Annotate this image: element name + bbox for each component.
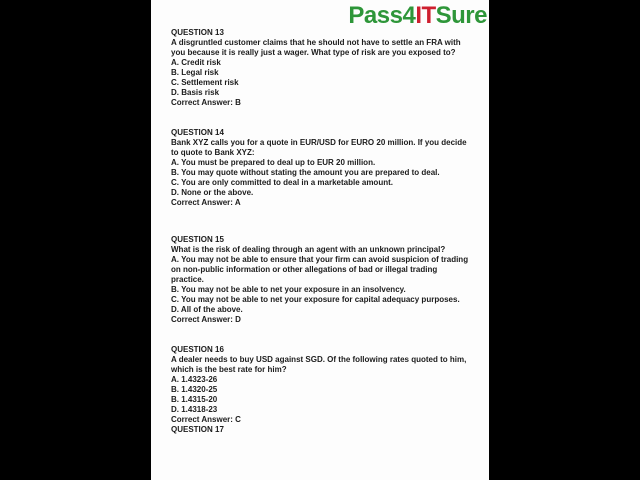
question-text: Bank XYZ calls you for a quote in EUR/USD for EURO 20 million. If you decide to quote to Bank XYZ:	[171, 138, 467, 157]
question-block-13	[171, 28, 471, 108]
question-block-16	[171, 345, 471, 425]
answer-option: D. All of the above.	[171, 305, 243, 314]
answer-option: B. 1.4320-25	[171, 385, 218, 394]
logo-part-pass4: Pass4	[348, 2, 416, 29]
correct-answer: Correct Answer: D	[171, 315, 241, 324]
answer-option: D. Basis risk	[171, 88, 220, 97]
correct-answer: Correct Answer: A	[171, 198, 241, 207]
document-page	[151, 0, 489, 480]
answer-option: C. You may not be able to net your exposure for capital adequacy purposes.	[171, 295, 460, 304]
answer-option: A. Credit risk	[171, 58, 221, 67]
answer-option: B. You may not be able to net your exposure in an insolvency.	[171, 285, 406, 294]
question-number: QUESTION 16	[171, 345, 224, 354]
answer-option: A. 1.4323-26	[171, 375, 218, 384]
question-number: QUESTION 14	[171, 128, 224, 137]
answer-option: C. Settlement risk	[171, 78, 239, 87]
logo-part-sure: Sure	[435, 2, 487, 29]
answer-option: B. 1.4315-20	[171, 395, 218, 404]
answer-option: D. 1.4318-23	[171, 405, 218, 414]
next-question-heading: QUESTION 17	[171, 425, 224, 434]
answer-option: B. Legal risk	[171, 68, 219, 77]
answer-option: A. You may not be able to ensure that your firm can avoid suspicion of trading on non-public information or other allegations of bad or illegal trading practice.	[171, 255, 469, 284]
answer-option: A. You must be prepared to deal up to EUR 20 million.	[171, 158, 376, 167]
correct-answer: Correct Answer: B	[171, 98, 241, 107]
questions-list	[151, 0, 489, 480]
question-text: A dealer needs to buy USD against SGD. Of the following rates quoted to him, which is the best rate for him?	[171, 355, 467, 374]
logo-part-it: IT	[415, 2, 436, 29]
correct-answer: Correct Answer: C	[171, 415, 241, 424]
question-text: What is the risk of dealing through an agent with an unknown principal?	[171, 245, 446, 254]
answer-option: B. You may quote without stating the amount you are prepared to deal.	[171, 168, 440, 177]
question-text: A disgruntled customer claims that he should not have to settle an FRA with you because it is really just a wager. What type of risk are you exposed to?	[171, 38, 461, 57]
question-block-15	[171, 235, 471, 325]
answer-option: D. None or the above.	[171, 188, 254, 197]
question-block-14	[171, 128, 471, 208]
question-number: QUESTION 13	[171, 28, 224, 37]
question-number: QUESTION 15	[171, 235, 224, 244]
answer-option: C. You are only committed to deal in a marketable amount.	[171, 178, 393, 187]
